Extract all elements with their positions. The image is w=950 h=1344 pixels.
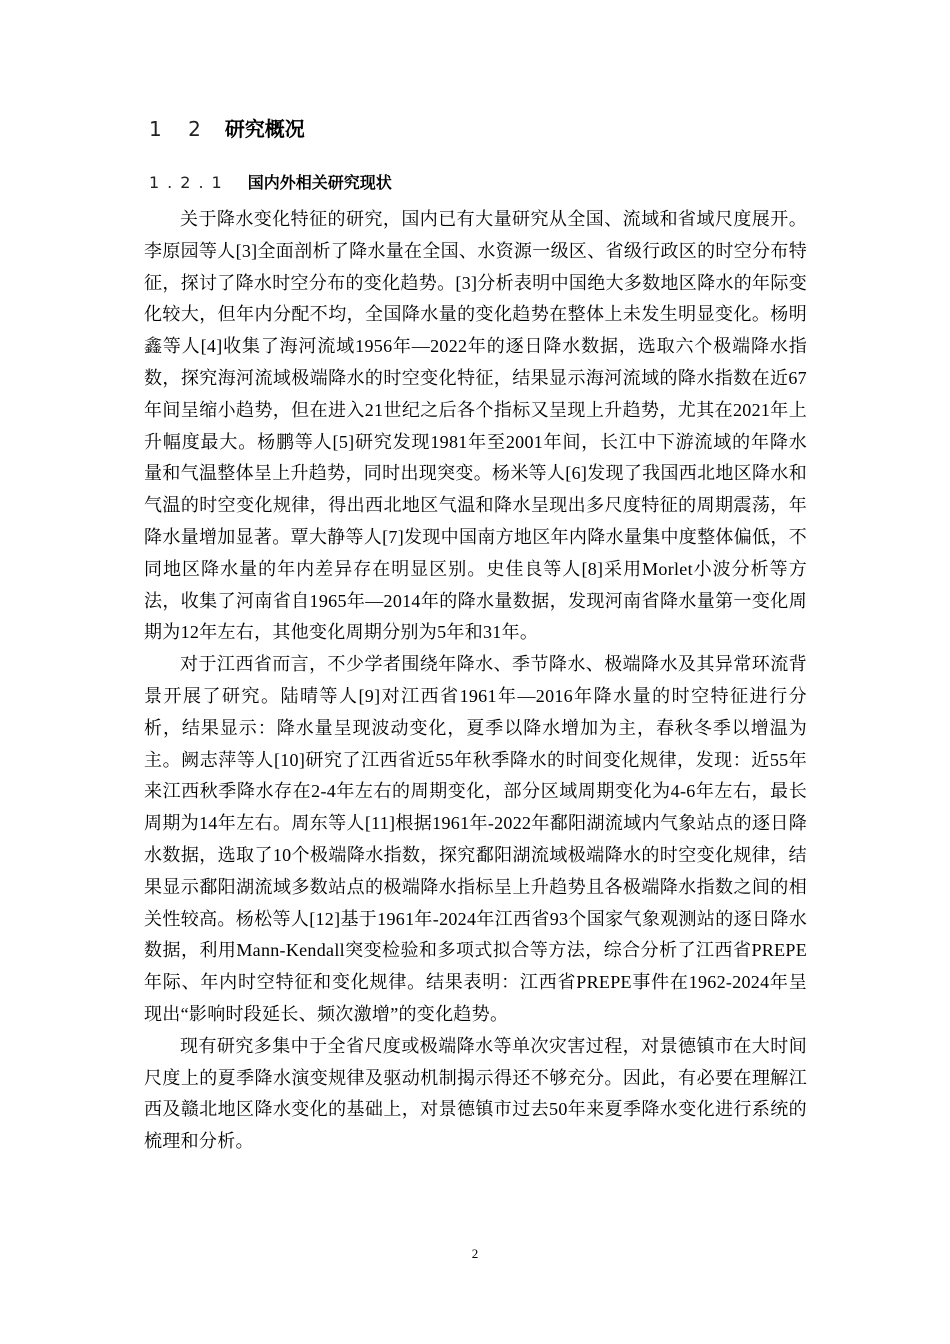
page-number: 2 (471, 1246, 479, 1261)
paragraph-jiangxi-research: 对于江西省而言，不少学者围绕年降水、季节降水、极端降水及其异常环流背景开展了研究。陆晴等人[9]对江西省1961年—2016年降水量的时空特征进行分析，结果显示：降水量呈现波动变化，夏季以降水增加为主，春秋冬季以增温为主。阙志萍等人[10]研究了江西省近55年秋季降水的时间变化规律，发现：近55年来江西秋季降水存在2-4年左右的周期变化，部分区域周期变化为4-6年左右，最长周期为14年左右。周东等人[11]根据1961年-2022年鄱阳湖流域内气象站点的逐日降水数据，选取了10个极端降水指数，探究鄱阳湖流域极端降水的时空变化规律，结果显示鄱阳湖流域多数站点的极端降水指标呈上升趋势且各极端降水指数之间的相关性较高。杨松等人[12]基于1961年-2024年江西省93个国家气象观测站的逐日降水数据，利用Mann-Kendall突变检验和多项式拟合等方法，综合分析了江西省PREPE年际、年内时空特征和变化规律。结果表明：江西省PREPE事件在1962-2024年呈现出“影响时段延长、频次激增”的变化趋势。 (144, 654, 807, 1024)
subsection-heading (149, 170, 392, 196)
paragraph-domestic-research: 关于降水变化特征的研究，国内已有大量研究从全国、流域和省域尺度展开。李原园等人[3]全面剖析了降水量在全国、水资源一级区、省级行政区的时空分布特征，探讨了降水时空分布的变化趋势。[3]分析表明中国绝大多数地区降水的年际变化较大，但年内分配不均，全国降水量的变化趋势在整体上未发生明显变化。杨明鑫等人[4]收集了海河流域1956年—2022年的逐日降水数据，选取六个极端降水指数，探究海河流域极端降水的时空变化特征，结果显示海河流域的降水指数在近67年间呈缩小趋势，但在进入21世纪之后各个指标又呈现上升趋势，尤其在2021年上升幅度最大。杨鹏等人[5]研究发现1981年至2001年间，长江中下游流域的年降水量和气温整体呈上升趋势，同时出现突变。杨米等人[6]发现了我国西北地区降水和气温的时空变化规律，得出西北地区气温和降水呈现出多尺度特征的周期震荡，年降水量增加显著。覃大静等人[7]发现中国南方地区年内降水量集中度整体偏低，不同地区降水量的年内差异存在明显区别。史佳良等人[8]采用Morlet小波分析等方法，收集了河南省自1965年—2014年的降水量数据，发现河南省降水量第一变化周期为12年左右，其他变化周期分别为5年和31年。 (144, 209, 807, 643)
subsection-number: 1.2.1 (149, 173, 230, 192)
section-heading (149, 115, 305, 143)
body-text (144, 204, 807, 1158)
subsection-title: 国内外相关研究现状 (247, 173, 392, 192)
section-number: 1 2 (149, 117, 211, 141)
paragraph-research-gap: 现有研究多集中于全省尺度或极端降水等单次灾害过程，对景德镇市在大时间尺度上的夏季降水演变规律及驱动机制揭示得还不够充分。因此，有必要在理解江西及赣北地区降水变化的基础上，对景德镇市过去50年来夏季降水变化进行系统的梳理和分析。 (144, 1035, 807, 1152)
section-title: 研究概况 (224, 117, 305, 141)
